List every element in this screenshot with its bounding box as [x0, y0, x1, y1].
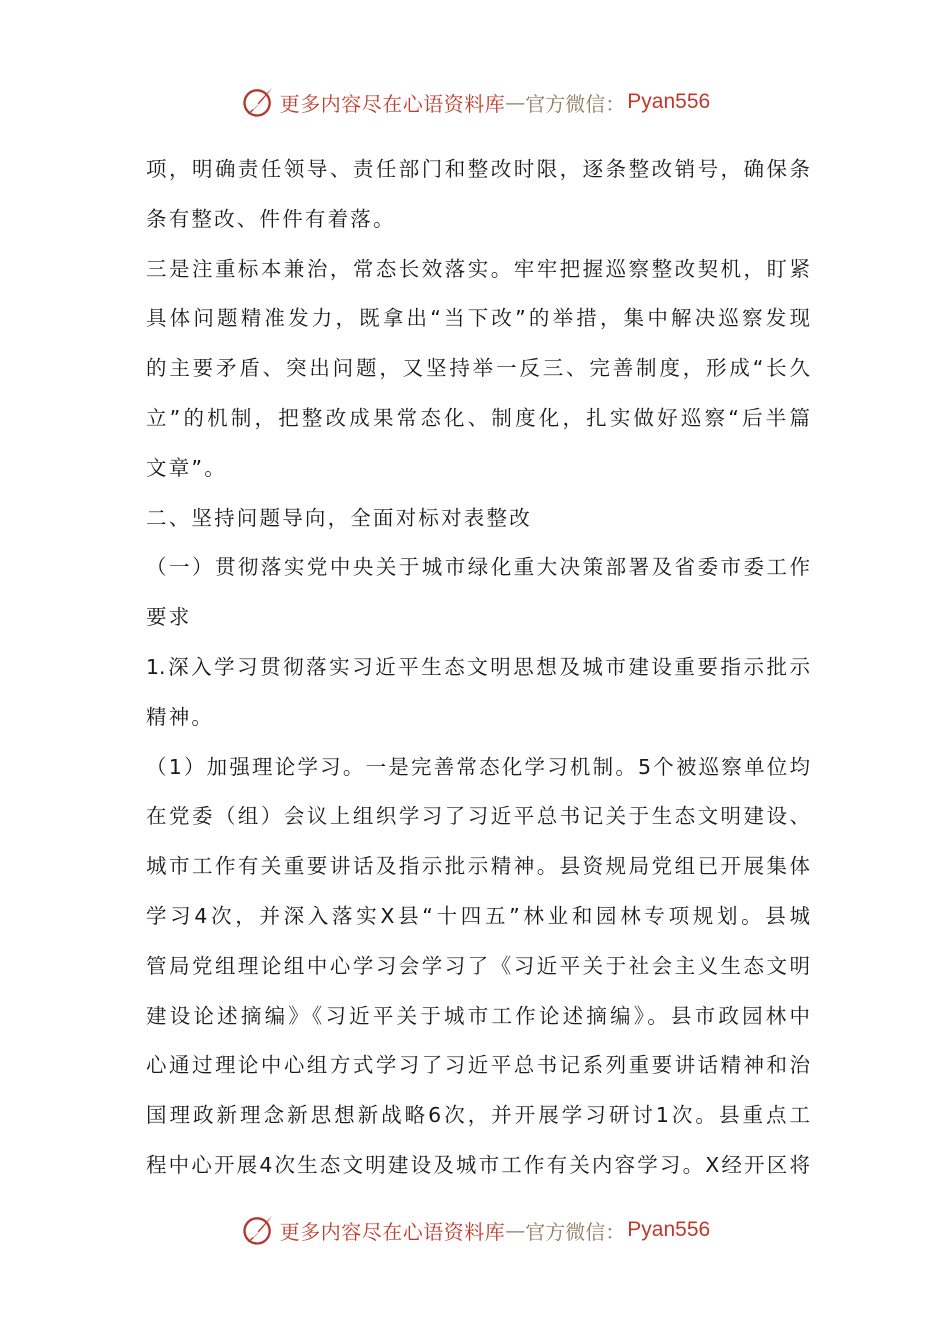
text-line: 条有整改、件件有着落。: [146, 206, 396, 231]
text-line: 精神。: [146, 704, 215, 729]
quill-logo-icon: [240, 84, 276, 120]
text-line: 二、坚持问题导向，全面对标对表整改: [146, 505, 532, 530]
text-line: 三是注重标本兼治，常态长效落实。牢牢把握巡察整改契机，盯紧: [146, 256, 810, 281]
text-line: 要求: [146, 605, 192, 630]
text-line: 在党委（组）会议上组织学习了习近平总书记关于生态文明建设、: [146, 804, 810, 829]
banner-wechat-id: Pyan556: [627, 1218, 711, 1241]
header-watermark-banner: [0, 82, 950, 122]
footer-watermark-banner: [0, 1210, 950, 1250]
text-line: 学习4次，并深入落实X县“十四五”林业和园林专项规划。县城: [146, 903, 810, 928]
text-line: （1）加强理论学习。一是完善常态化学习机制。5个被巡察单位均: [146, 754, 810, 779]
text-line: 1.深入学习贯彻落实习近平生态文明思想及城市建设重要指示批示: [146, 654, 810, 679]
quill-logo-icon: [240, 1212, 276, 1248]
banner-wechat-label: 官方微信：: [525, 1219, 626, 1244]
banner-dash: —: [505, 90, 526, 114]
document-body: [146, 145, 810, 1191]
text-line: 立”的机制，把整改成果常态化、制度化，扎实做好巡察“后半篇: [146, 405, 810, 430]
banner-wechat-label: 官方微信：: [525, 91, 626, 116]
text-line: 具体问题精准发力，既拿出“当下改”的举措，集中解决巡察发现: [146, 306, 810, 331]
text-line: 城市工作有关重要讲话及指示批示精神。县资规局党组已开展集体: [146, 854, 810, 879]
text-line: 建设论述摘编》《习近平关于城市工作论述摘编》。县市政园林中: [146, 1003, 810, 1028]
text-line: 心通过理论中心组方式学习了习近平总书记系列重要讲话精神和治: [146, 1053, 810, 1078]
text-line: 文章”。: [146, 455, 227, 480]
text-line: 国理政新理念新思想新战略6次，并开展学习研讨1次。县重点工: [146, 1103, 810, 1128]
banner-main-text: 更多内容尽在心语资料库: [279, 1219, 506, 1244]
text-line: 程中心开展4次生态文明建设及城市工作有关内容学习。X经开区将: [146, 1152, 810, 1177]
banner-dash: —: [505, 1218, 526, 1242]
banner-main-text: 更多内容尽在心语资料库: [279, 91, 506, 116]
banner-wechat-id: Pyan556: [627, 90, 711, 113]
text-line: 的主要矛盾、突出问题，又坚持举一反三、完善制度，形成“长久: [146, 356, 810, 381]
text-line: 项，明确责任领导、责任部门和整改时限，逐条整改销号，确保条: [146, 157, 810, 181]
text-line: 管局党组理论组中心学习会学习了《习近平关于社会主义生态文明: [146, 953, 810, 978]
text-line: （一）贯彻落实党中央关于城市绿化重大决策部署及省委市委工作: [146, 555, 810, 580]
